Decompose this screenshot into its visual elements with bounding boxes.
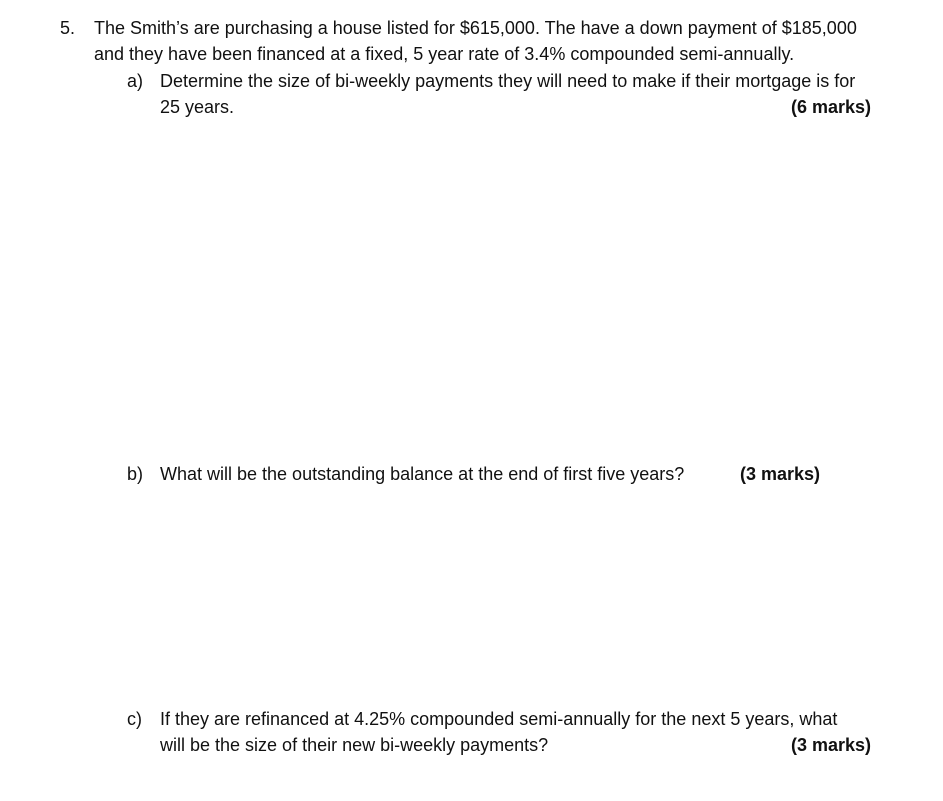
part-a-marks: (6 marks) [790, 97, 871, 117]
part-a-text-line-1: Determine the size of bi-weekly payments they will need to make if their mortgage is for [160, 71, 856, 91]
part-a-text-line-2: 25 years. [160, 97, 235, 117]
part-b-text: What will be the outstanding balance at the end of first five years? [160, 464, 685, 484]
question-stem-line-1: The Smith’s are purchasing a house listed for $615,000. The have a down payment of $185,000 [94, 18, 857, 38]
part-b-label: b) [127, 464, 144, 484]
part-c-marks: (3 marks) [790, 735, 871, 755]
part-a-label: a) [127, 71, 144, 91]
part-c-label: c) [127, 709, 142, 729]
part-c-text-line-1: If they are refinanced at 4.25% compounded semi-annually for the next 5 years, what [160, 709, 838, 729]
part-c-text-line-2: will be the size of their new bi-weekly payments? [160, 735, 549, 755]
question-number: 5. [60, 18, 76, 38]
question-stem-line-2: and they have been financed at a fixed, 5 year rate of 3.4% compounded semi-annually. [94, 44, 795, 64]
part-b-marks: (3 marks) [740, 464, 821, 484]
